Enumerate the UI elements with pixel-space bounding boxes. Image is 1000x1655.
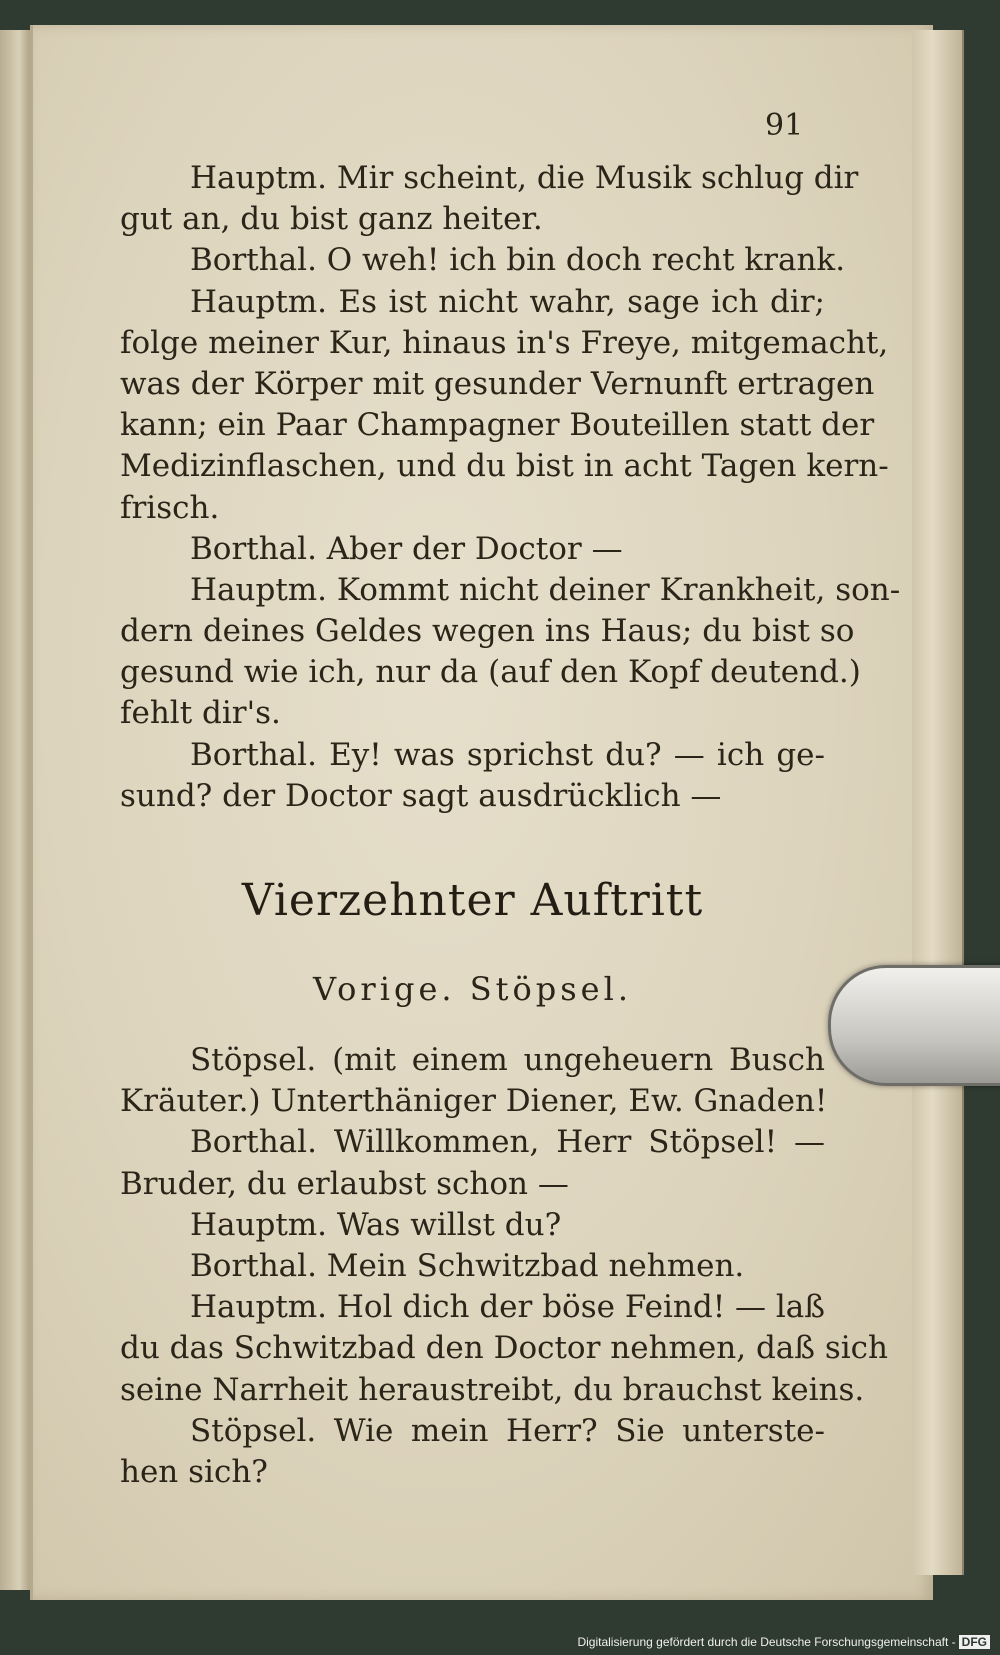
text-line: Hauptm. Mir scheint, die Musik schlug dir <box>190 160 859 196</box>
text-line: Hauptm. Hol dich der böse Feind! — laß <box>190 1289 825 1326</box>
text-line: kann; ein Paar Champagner Bouteillen statt der <box>120 407 875 444</box>
text-line: sund? der Doctor sagt ausdrücklich — <box>120 777 722 814</box>
text-line: gesund wie ich, nur da (auf den Kopf deutend.) <box>120 654 861 691</box>
scene-characters: Vorige. Stöpsel. <box>312 970 633 1008</box>
text-line: seine Narrheit heraustreibt, du brauchst keins. <box>120 1371 865 1408</box>
text-line: frisch. <box>120 489 220 526</box>
text-line: hen sich? <box>120 1453 268 1490</box>
text-line: Borthal. Aber der Doctor — <box>190 530 623 567</box>
left-page-edge <box>0 30 32 1590</box>
text-line: Hauptm. Es ist nicht wahr, sage ich dir; <box>190 283 825 320</box>
text-line: Medizinflaschen, und du bist in acht Tagen kern- <box>120 448 889 485</box>
scene-heading: Vierzehnter Auftritt <box>241 875 704 926</box>
text-line: Borthal. O weh! ich bin doch recht krank. <box>190 242 846 279</box>
text-line: Bruder, du erlaubst schon — <box>120 1165 569 1202</box>
text-block-2 <box>120 1040 888 1493</box>
page-stack-edge <box>912 30 964 1575</box>
text-line: Hauptm. Kommt nicht deiner Krankheit, son- <box>190 571 901 608</box>
text-line: gut an, du bist ganz heiter. <box>120 201 543 238</box>
text-line: Borthal. Ey! was sprichst du? — ich ge- <box>190 736 825 773</box>
text-line: Hauptm. Was willst du? <box>190 1206 562 1243</box>
text-line: dern deines Geldes wegen ins Haus; du bist so <box>120 613 855 650</box>
digitization-credit <box>577 1635 990 1649</box>
text-line: folge meiner Kur, hinaus in's Freye, mitgemacht, <box>120 324 889 361</box>
page-clip-tab <box>828 965 1000 1086</box>
text-line: fehlt dir's. <box>120 695 281 732</box>
text-line: Borthal. Willkommen, Herr Stöpsel! — <box>190 1124 825 1161</box>
credit-text: Digitalisierung gefördert durch die Deutsche Forschungsgemeinschaft - <box>577 1635 956 1649</box>
text-line: Stöpsel. (mit einem ungeheuern Busch <box>190 1042 825 1078</box>
text-block-1 <box>120 158 901 817</box>
text-line: Stöpsel. Wie mein Herr? Sie unterste- <box>190 1412 825 1449</box>
text-line: was der Körper mit gesunder Vernunft ertragen <box>120 365 875 402</box>
text-line: du das Schwitzbad den Doctor nehmen, daß sich <box>120 1330 888 1367</box>
text-line: Borthal. Mein Schwitzbad nehmen. <box>190 1247 745 1284</box>
dfg-logo: DFG <box>959 1635 990 1649</box>
page-number: 91 <box>765 108 804 143</box>
text-line: Kräuter.) Unterthäniger Diener, Ew. Gnaden! <box>120 1083 828 1120</box>
